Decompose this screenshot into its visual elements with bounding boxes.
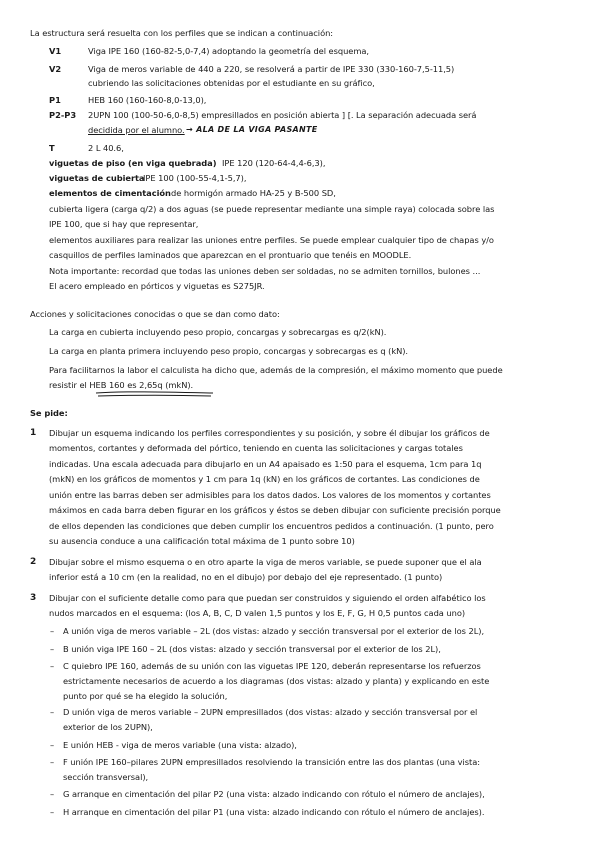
q1-line: máximos en cada barra deben figurar en los gráficos y éstos se deben dibujar con suficiente precisión porque: [49, 505, 501, 515]
acciones-line: Para facilitarnos la labor el calculista ha dicho que, además de la compresión, el máximo momento que puede: [49, 365, 503, 375]
q1-line: unión entre las barras deben ser admisibles para los datos dados. Los valores de los momentos y cortantes: [49, 490, 491, 500]
q1-line: indicadas. Una escala adecuada para dibujarlo en un A4 apaisado es 1:50 para el esquema, 1cm para 1q: [49, 459, 482, 469]
list-item: H arranque en cimentación del pilar P1 (una vista: alzado indicando con rótulo el número de anclajes).: [63, 807, 485, 817]
auxiliares-line: casquillos de perfiles laminados que aparezcan en el prontuario que tenéis en MOODLE.: [49, 250, 412, 260]
list-item: punto por qué se ha elegido la solución,: [63, 691, 228, 701]
list-item: D unión viga de meros variable – 2UPN empresillados (dos vistas: alzado y sección transversal por el: [63, 707, 478, 717]
list-item: B unión viga IPE 160 – 2L (dos vistas: alzado y sección transversal por el exterior de los 2L),: [63, 644, 441, 654]
question-number: 1: [30, 428, 37, 438]
list-item: estrictamente necesarios de acuerdo a los diagramas (dos vistas: alzado y planta) y explicando en este: [63, 676, 490, 686]
list-item: C quiebro IPE 160, además de su unión con las viguetas IPE 120, deberán representarse los refuerzos: [63, 661, 481, 671]
member-line: Viga de meros variable de 440 a 220, se resolverá a partir de IPE 330 (330-160-7,5-11,5): [88, 64, 455, 74]
auxiliares-line: elementos auxiliares para realizar las uniones entre perfiles. Se puede emplear cualquier tipo de chapas y/o: [49, 235, 494, 245]
spec-label: viguetas de cubierta: [49, 173, 145, 183]
q3-line: nudos marcados en el esquema: (los A, B, C, D valen 1,5 puntos y los E, F, G, H 0,5 puntos cada uno): [49, 608, 466, 618]
spec-text: IPE 120 (120-64-4,4-6,3),: [222, 158, 326, 168]
member-code: V2: [49, 64, 62, 74]
member-line: HEB 160 (160-160-8,0-13,0),: [88, 95, 207, 105]
intro-text: La estructura será resuelta con los perfiles que se indican a continuación:: [30, 28, 334, 38]
handwritten-note: → ALA DE LA VIGA PASANTE: [186, 125, 318, 134]
hand-underline: [95, 390, 215, 398]
list-item: exterior de los 2UPN),: [63, 722, 153, 732]
cubierta-line: IPE 100, que si hay que representar,: [49, 219, 199, 229]
list-dash: –: [50, 789, 55, 799]
member-line: cubriendo las solicitaciones obtenidas por el estudiante en su gráfico,: [88, 78, 375, 88]
list-dash: –: [50, 740, 55, 750]
question-number: 3: [30, 593, 37, 603]
acciones-line: resistir el HEB 160 es 2,65q (mkN).: [49, 380, 194, 390]
spec-label: viguetas de piso (en viga quebrada): [49, 158, 217, 168]
member-line: 2UPN 100 (100-50-6,0-8,5) empresillados en posición abierta ] [. La separación adecuada será: [88, 110, 477, 120]
member-code: V1: [49, 46, 62, 56]
member-line: Viga IPE 160 (160-82-5,0-7,4) adoptando la geometría del esquema,: [88, 46, 370, 56]
acciones-title: Acciones y solicitaciones conocidas o que se dan como dato:: [30, 309, 280, 319]
q2-line: inferior está a 10 cm (en la realidad, no en el dibujo) por debajo del eje representado. (1 punto): [49, 572, 443, 582]
list-item: A unión viga de meros variable – 2L (dos vistas: alzado y sección transversal por el exterior de los 2L),: [63, 626, 485, 636]
spec-text: IPE 100 (100-55-4,1-5,7),: [143, 173, 247, 183]
list-item: E unión HEB - viga de meros variable (una vista: alzado),: [63, 740, 297, 750]
member-code: T: [49, 143, 55, 153]
list-dash: –: [50, 757, 55, 767]
cubierta-line: cubierta ligera (carga q/2) a dos aguas (se puede representar mediante una simple raya) colocada sobre las: [49, 204, 495, 214]
q1-line: (mkN) en los gráficos de momentos y 1 cm para 1q (kN) en los gráficos de cortantes. Las condiciones de: [49, 474, 480, 484]
question-number: 2: [30, 557, 37, 567]
acero-line: El acero empleado en pórticos y viguetas es S275JR.: [49, 281, 265, 291]
member-line: 2 L 40.6,: [88, 143, 124, 153]
list-item: F unión IPE 160–pilares 2UPN empresillados resolviendo la transición entre las dos plantas (una vista:: [63, 757, 480, 767]
list-dash: –: [50, 707, 55, 717]
nota-line: Nota importante: recordad que todas las uniones deben ser soldadas, no se admiten tornillos, bulones ...: [49, 266, 481, 276]
list-dash: –: [50, 807, 55, 817]
acciones-line: La carga en planta primera incluyendo peso propio, concargas y sobrecargas es q (kN).: [49, 346, 409, 356]
list-dash: –: [50, 661, 55, 671]
q1-line: su ausencia conduce a una calificación total máxima de 1 punto sobre 10): [49, 536, 355, 546]
member-code: P1: [49, 95, 61, 105]
q3-line: Dibujar con el suficiente detalle como para que puedan ser construidos y siguiendo el orden alfabético los: [49, 593, 486, 603]
member-line-continued: decidida por el alumno.: [88, 125, 185, 135]
se-pide-title: Se pide:: [30, 408, 68, 418]
list-item: sección transversal),: [63, 772, 149, 782]
q1-line: momentos, cortantes y deformada del pórtico, teniendo en cuenta las solicitaciones y cargas totales: [49, 443, 463, 453]
spec-text: de hormigón armado HA-25 y B-500 SD,: [171, 188, 336, 198]
list-dash: –: [50, 626, 55, 636]
member-code: P2-P3: [49, 110, 77, 120]
list-dash: –: [50, 644, 55, 654]
acciones-line: La carga en cubierta incluyendo peso propio, concargas y sobrecargas es q/2(kN).: [49, 327, 387, 337]
spec-label: elementos de cimentación: [49, 188, 171, 198]
q2-line: Dibujar sobre el mismo esquema o en otro aparte la viga de meros variable, se puede suponer que el ala: [49, 557, 482, 567]
q1-line: Dibujar un esquema indicando los perfiles correspondientes y su posición, y sobre él dibujar los gráficos de: [49, 428, 490, 438]
q1-line: de ellos dependen las condiciones que deben cumplir los encuentros pedidos a continuación. (1 punto, pero: [49, 521, 494, 531]
list-item: G arranque en cimentación del pilar P2 (una vista: alzado indicando con rótulo el número de anclajes),: [63, 789, 485, 799]
